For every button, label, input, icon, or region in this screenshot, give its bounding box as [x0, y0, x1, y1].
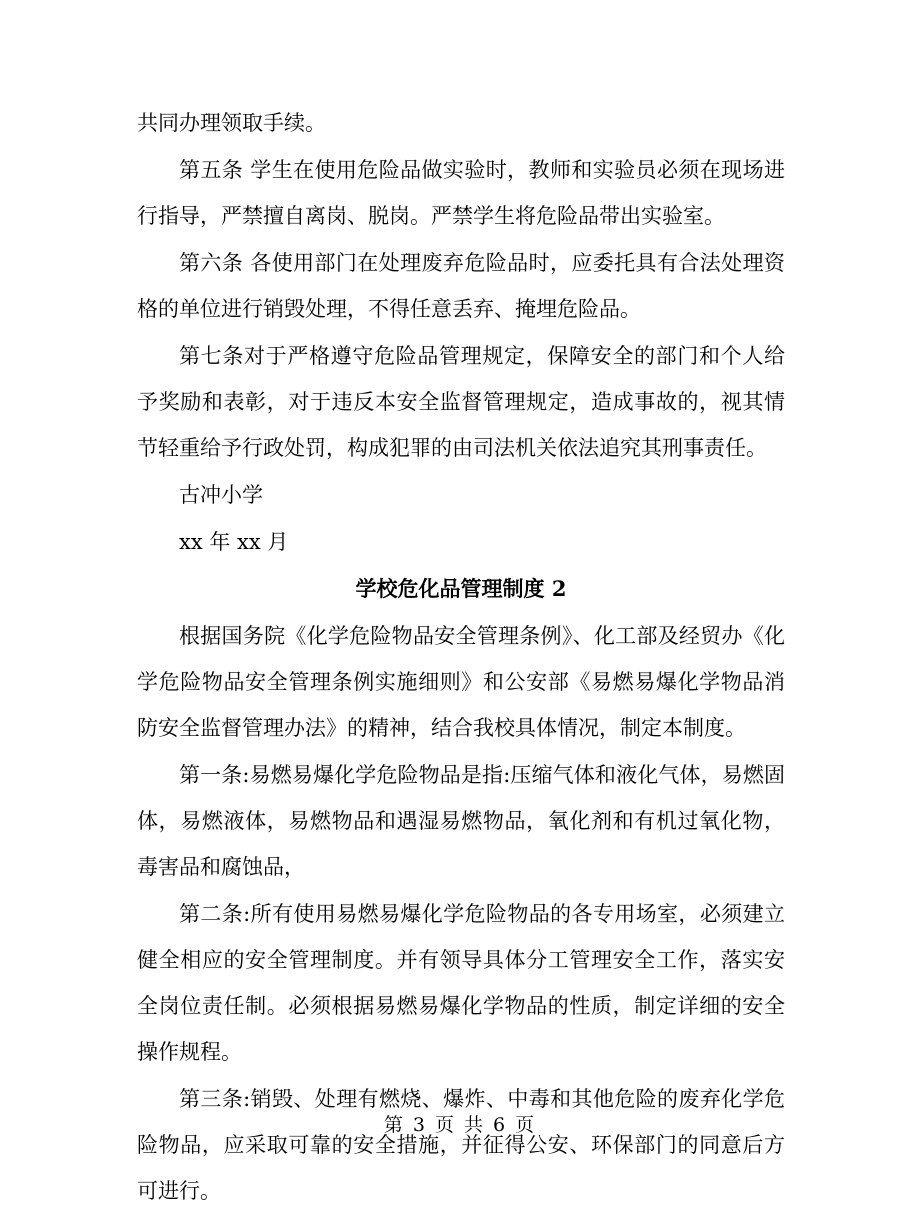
continued-paragraph: 共同办理领取手续。: [137, 111, 326, 135]
section-title: 学校危化品管理制度 2: [355, 576, 567, 601]
document-body: [137, 100, 785, 1215]
page-number: 第 3 页 共 6 页: [383, 1114, 537, 1136]
article-1: 第一条:易燃易爆化学危险物品是指:压缩气体和液化气体，易燃固体，易燃液体，易燃物品和遇湿易燃物品，氧化剂和有机过氧化物，毒害品和腐蚀品，: [137, 763, 785, 879]
article-2: 第二条:所有使用易燃易爆化学危险物品的各专用场室，必须建立健全相应的安全管理制度。并有领导具体分工管理安全工作，落实安全岗位责任制。必须根据易燃易爆化学物品的性质，制定详细的安全操作规程。: [137, 902, 785, 1064]
article-5: 第五条 学生在使用危险品做实验时，教师和实验员必须在现场进行指导，严禁擅自离岗、脱岗。严禁学生将危险品带出实验室。: [137, 158, 785, 228]
article-7: 第七条对于严格遵守危险品管理规定，保障安全的部门和个人给予奖励和表彰，对于违反本安全监督管理规定，造成事故的，视其情节轻重给予行政处罚，构成犯罪的由司法机关依法追究其刑事责任。: [137, 344, 785, 460]
signature-school: 古冲小学: [179, 483, 263, 507]
article-6: 第六条 各使用部门在处理废弃危险品时，应委托具有合法处理资格的单位进行销毁处理，不得任意丢弃、掩埋危险品。: [137, 251, 785, 321]
article-3: 第三条:销毁、处理有燃烧、爆炸、中毒和其他危险的废弃化学危险物品，应采取可靠的安全措施，并征得公安、环保部门的同意后方可进行。: [137, 1087, 785, 1203]
signature-date: xx 年 xx 月: [179, 530, 289, 554]
intro-paragraph: 根据国务院《化学危险物品安全管理条例》、化工部及经贸办《化学危险物品安全管理条例实施细则》和公安部《易燃易爆化学物品消防安全监督管理办法》的精神，结合我校具体情况，制定本制度。: [137, 624, 785, 740]
